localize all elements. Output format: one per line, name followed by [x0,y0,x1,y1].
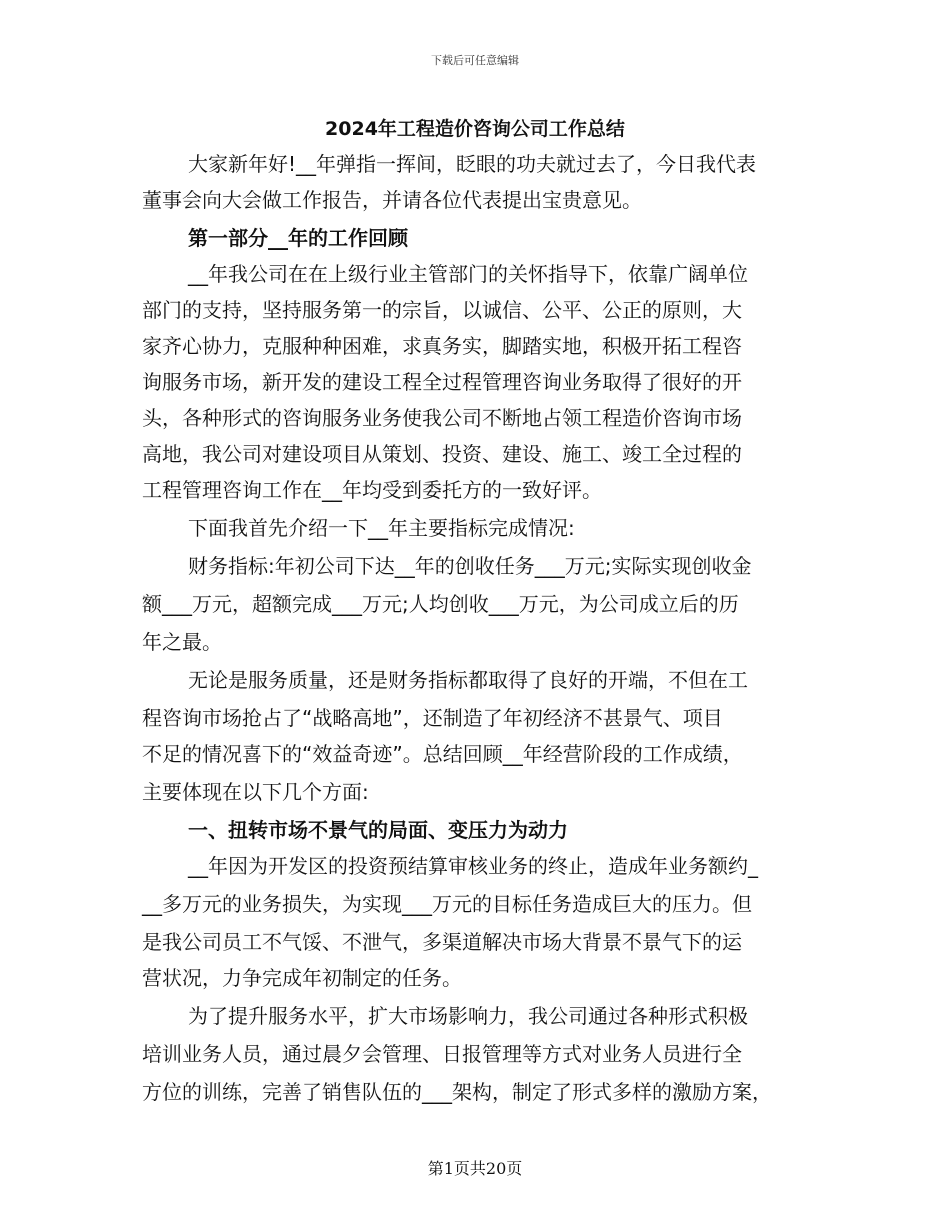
paragraph-line: __年我公司在在上级行业主管部门的关怀指导下，依靠广阔单位 [188,262,748,286]
paragraph-line: 不足的情况喜下的“效益奇迹”。总结回顾__年经营阶段的工作成绩， [142,742,743,766]
paragraph-line: 询服务市场，新开发的建设工程全过程管理咨询业务取得了很好的开 [142,370,742,394]
section-heading: 第一部分__年的工作回顾 [188,226,408,250]
paragraph-line: 下面我首先介绍一下__年主要指标完成情况: [188,516,575,540]
paragraph-line: 培训业务人员，通过晨夕会管理、日报管理等方式对业务人员进行全 [142,1042,742,1066]
paragraph-line: 无论是服务质量，还是财务指标都取得了良好的开端，不但在工 [188,668,748,692]
paragraph-line: 程咨询市场抢占了“战略高地”，还制造了年初经济不甚景气、项目 [142,706,723,730]
document-title: 2024年工程造价咨询公司工作总结 [325,118,625,140]
paragraph-line: 营状况，力争完成年初制定的任务。 [142,966,462,990]
paragraph-line: __多万元的业务损失，为实现___万元的目标任务造成巨大的压力。但 [142,892,752,916]
paragraph-line: __年因为开发区的投资预结算审核业务的终止，造成年业务额约_ [188,854,758,878]
paragraph-line: 额___万元，超额完成___万元;人均创收___万元，为公司成立后的历 [142,592,739,616]
paragraph-line: 高地，我公司对建设项目从策划、投资、建设、施工、竣工全过程的 [142,442,742,466]
paragraph-line: 方位的训练，完善了销售队伍的___架构，制定了形式多样的激励方案， [142,1080,772,1104]
paragraph-line: 头，各种形式的咨询服务业务使我公司不断地占领工程造价咨询市场 [142,406,742,430]
paragraph-line: 董事会向大会做工作报告，并请各位代表提出宝贵意见。 [142,188,642,212]
paragraph-line: 为了提升服务水平，扩大市场影响力，我公司通过各种形式积极 [188,1004,748,1028]
paragraph-line: 工程管理咨询工作在__年均受到委托方的一致好评。 [142,478,602,502]
paragraph-line: 家齐心协力，克服种种困难，求真务实，脚踏实地，积极开拓工程咨 [142,334,742,358]
paragraph-line: 财务指标:年初公司下达__年的创收任务___万元;实际实现创收金 [188,554,752,578]
paragraph-line: 部门的支持，坚持服务第一的宗旨，以诚信、公平、公正的原则，大 [142,298,742,322]
paragraph-line: 年之最。 [142,630,222,654]
header-note: 下载后可任意编辑 [431,54,519,67]
section-heading: 一、扭转市场不景气的局面、变压力为动力 [188,818,568,842]
page-number: 第1页共20页 [427,1159,523,1178]
paragraph-line: 是我公司员工不气馁、不泄气，多渠道解决市场大背景不景气下的运 [142,930,742,954]
paragraph-line: 主要体现在以下几个方面: [142,780,369,804]
paragraph-line: 大家新年好!__年弹指一挥间，眨眼的功夫就过去了，今日我代表 [188,152,757,176]
